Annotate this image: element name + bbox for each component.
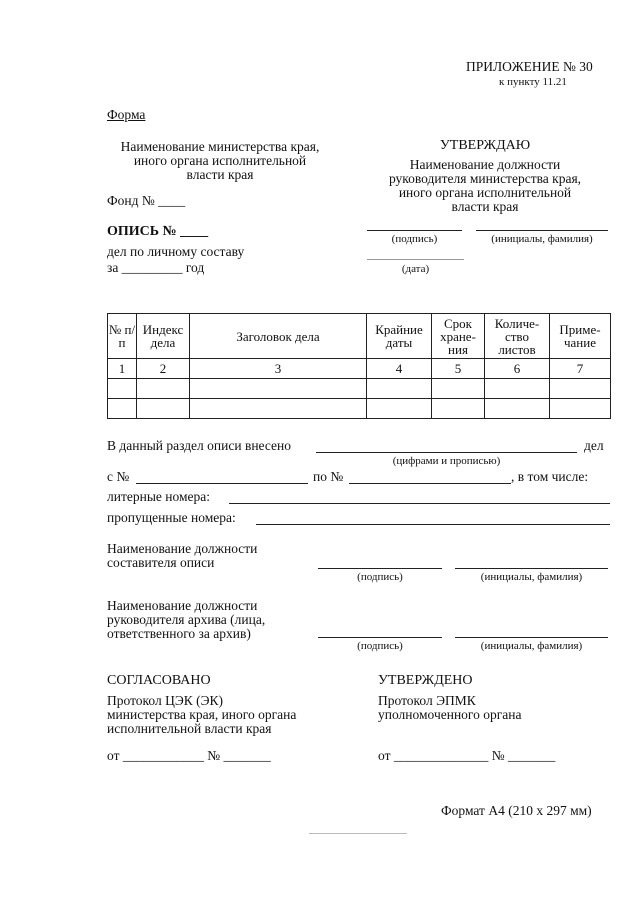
approve-title: УТВЕРЖДАЮ	[439, 138, 531, 153]
inventory-year: за _________ год	[107, 260, 205, 275]
table-cell[interactable]	[550, 379, 611, 399]
footer-divider	[309, 833, 407, 834]
compiler-signature-line[interactable]	[318, 568, 442, 569]
table-cell[interactable]	[485, 379, 550, 399]
approve-signature-line[interactable]	[367, 230, 462, 231]
compiler-name-line[interactable]	[455, 568, 608, 569]
missing-numbers-line[interactable]	[256, 524, 610, 525]
page-format: Формат А4 (210 х 297 мм)	[441, 803, 592, 818]
approve-name-line[interactable]	[476, 230, 608, 231]
summary-to-label: по №	[313, 469, 344, 484]
approve-line-3: иного органа исполнительной	[398, 185, 572, 200]
org-line-1: Наименование министерства края,	[120, 139, 320, 154]
archive-head-name-caption: (инициалы, фамилия)	[480, 640, 583, 652]
summary-included-label: В данный раздел описи внесено	[107, 438, 292, 453]
agreed-line-2: министерства края, иного органа	[107, 707, 297, 722]
table-cell[interactable]	[432, 399, 485, 419]
approved-protocol-block	[378, 694, 522, 722]
approve-name-caption: (инициалы, фамилия)	[491, 233, 593, 245]
archive-head-line-3: ответственного за архив)	[107, 626, 251, 641]
col-number-5: 5	[432, 359, 485, 379]
agreed-line-3: исполнительной власти края	[107, 721, 272, 736]
table-row[interactable]	[108, 379, 611, 399]
col-header-note: Приме- чание	[550, 314, 611, 359]
col-number-2: 2	[137, 359, 190, 379]
col-header-number: № п/п	[108, 314, 137, 359]
col-header-sheets: Количе- ство листов	[485, 314, 550, 359]
table-cell[interactable]	[137, 379, 190, 399]
summary-to-line[interactable]	[349, 483, 511, 484]
approve-signature-caption: (подпись)	[391, 233, 438, 245]
appendix-number: ПРИЛОЖЕНИЕ № 30	[466, 59, 593, 74]
archive-head-line-1: Наименование должности	[107, 598, 258, 613]
summary-files-word: дел	[584, 438, 604, 453]
archive-head-signature-caption: (подпись)	[357, 640, 403, 652]
literal-numbers-line[interactable]	[229, 503, 610, 504]
inventory-subtitle: дел по личному составу	[107, 244, 245, 259]
compiler-signature-caption: (подпись)	[357, 571, 403, 583]
appendix-clause: к пункту 11.21	[499, 76, 567, 88]
approve-line-2: руководителя министерства края,	[388, 171, 582, 186]
col-header-dates: Крайние даты	[367, 314, 432, 359]
table-cell[interactable]	[108, 379, 137, 399]
table-header-row	[108, 314, 611, 359]
agreed-line-1: Протокол ЦЭК (ЭК)	[107, 693, 224, 708]
table-row[interactable]	[108, 399, 611, 419]
table-cell[interactable]	[137, 399, 190, 419]
form-label: Форма	[107, 107, 146, 122]
col-number-6: 6	[485, 359, 550, 379]
org-line-3: власти края	[186, 167, 254, 182]
summary-count-caption: (цифрами и прописью)	[392, 455, 501, 467]
compiler-position-block	[107, 542, 257, 570]
approve-date-caption: (дата)	[401, 263, 430, 275]
approve-position-block	[360, 158, 610, 214]
fond-number: Фонд № ____	[107, 193, 186, 208]
approve-line-1: Наименование должности	[409, 157, 561, 172]
archive-head-line-2: руководителя архива (лица,	[107, 612, 266, 627]
col-number-1: 1	[108, 359, 137, 379]
table-cell[interactable]	[190, 379, 367, 399]
literal-numbers-label: литерные номера:	[107, 489, 211, 504]
archive-head-signature-line[interactable]	[318, 637, 442, 638]
col-header-retention: Срок хране- ния	[432, 314, 485, 359]
col-header-index: Индекс дела	[137, 314, 190, 359]
approve-line-4: власти края	[451, 199, 519, 214]
summary-from-line[interactable]	[136, 483, 308, 484]
compiler-line-1: Наименование должности	[107, 541, 258, 556]
approved-line-2: уполномоченного органа	[378, 707, 522, 722]
col-number-3: 3	[190, 359, 367, 379]
table-column-numbers-row	[108, 359, 611, 379]
summary-count-line[interactable]	[316, 452, 577, 453]
table-cell[interactable]	[367, 399, 432, 419]
col-header-title: Заголовок дела	[190, 314, 367, 359]
inventory-table	[107, 313, 611, 419]
col-number-4: 4	[367, 359, 432, 379]
agreed-protocol-block	[107, 694, 296, 736]
approved-title: УТВЕРЖДЕНО	[378, 673, 473, 688]
org-line-2: иного органа исполнительной	[133, 153, 307, 168]
approved-date-number[interactable]: от ______________ № _______	[378, 748, 556, 763]
archive-head-position-block	[107, 599, 265, 641]
org-name-block	[100, 140, 340, 182]
table-cell[interactable]	[550, 399, 611, 419]
approve-date-line[interactable]	[367, 259, 464, 260]
table-cell[interactable]	[485, 399, 550, 419]
table-cell[interactable]	[108, 399, 137, 419]
inventory-title: ОПИСЬ № ____	[107, 224, 209, 239]
approved-line-1: Протокол ЭПМК	[378, 693, 476, 708]
agreed-date-number[interactable]: от ____________ № _______	[107, 748, 271, 763]
col-number-7: 7	[550, 359, 611, 379]
agreed-title: СОГЛАСОВАНО	[107, 673, 211, 688]
summary-including: , в том числе:	[511, 469, 589, 484]
missing-numbers-label: пропущенные номера:	[107, 510, 236, 525]
table-cell[interactable]	[190, 399, 367, 419]
table-cell[interactable]	[432, 379, 485, 399]
table-cell[interactable]	[367, 379, 432, 399]
summary-from-label: с №	[107, 469, 130, 484]
compiler-line-2: составителя описи	[107, 555, 215, 570]
archive-head-name-line[interactable]	[455, 637, 608, 638]
compiler-name-caption: (инициалы, фамилия)	[480, 571, 583, 583]
